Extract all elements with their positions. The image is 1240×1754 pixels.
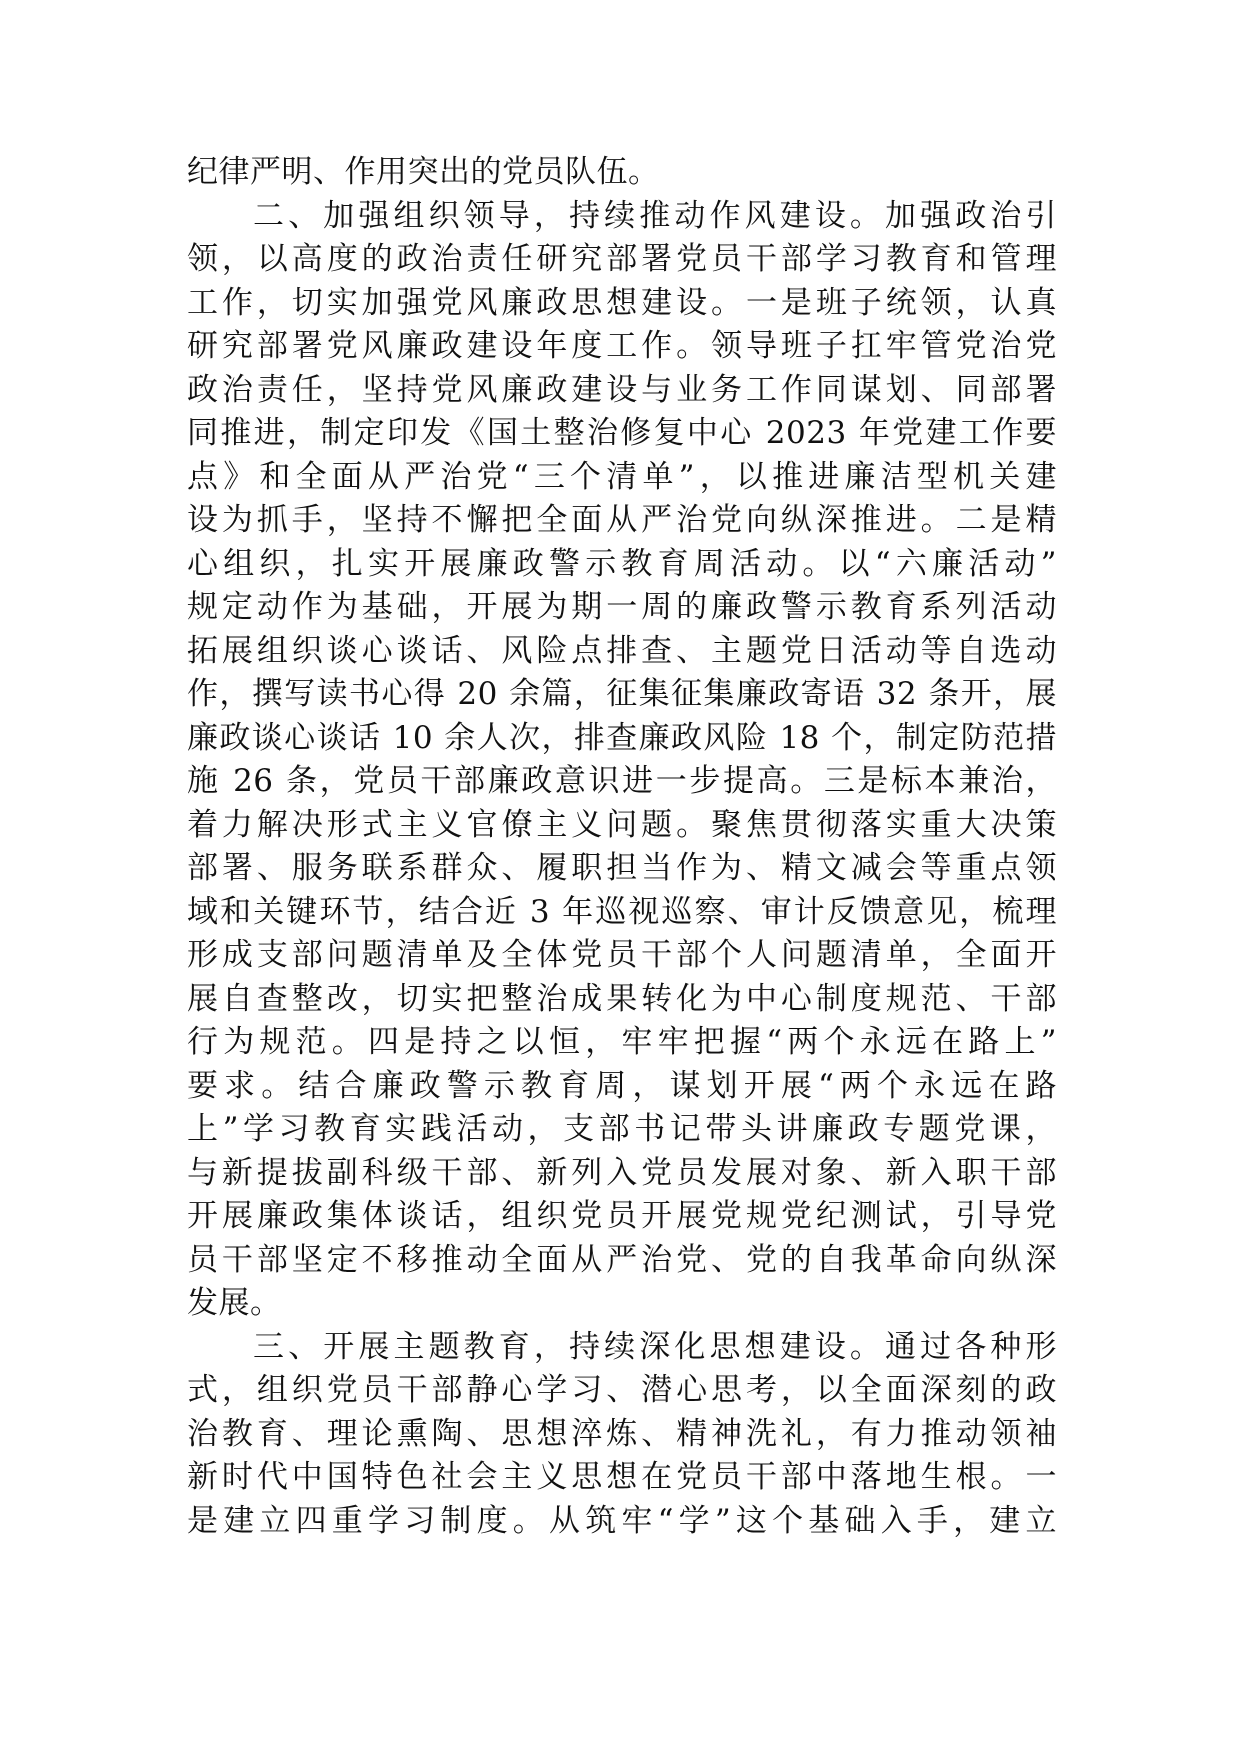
text-line: 域和关键环节，结合近 3 年巡视巡察、审计反馈意见，梳理 xyxy=(187,893,1057,930)
text-line: 是建立四重学习制度。从筑牢“学”这个基础入手，建立 xyxy=(187,1502,1057,1539)
text-line: 廉政谈心谈话 10 余人次，排查廉政风险 18 个，制定防范措 xyxy=(187,719,1057,756)
body-text xyxy=(187,151,1057,1543)
text-line: 纪律严明、作用突出的党员队伍。 xyxy=(187,154,660,190)
text-line: 作，撰写读书心得 20 余篇，征集征集廉政寄语 32 条开，展 xyxy=(187,676,1057,712)
text-line: 形成支部问题清单及全体党员干部个人问题清单，全面开 xyxy=(187,937,1057,973)
text-line: 开展廉政集体谈话，组织党员开展党规党纪测试，引导党 xyxy=(187,1198,1057,1234)
text-line: 规定动作为基础，开展为期一周的廉政警示教育系列活动 xyxy=(187,589,1057,625)
text-line: 发展。 xyxy=(187,1285,282,1321)
text-line: 展自查整改，切实把整治成果转化为中心制度规范、干部 xyxy=(187,980,1057,1017)
text-line: 要求。结合廉政警示教育周，谋划开展“两个永远在路 xyxy=(187,1067,1057,1104)
text-line: 上”学习教育实践活动，支部书记带头讲廉政专题党课， xyxy=(187,1111,1057,1147)
text-line: 行为规范。四是持之以恒，牢牢把握“两个永远在路上” xyxy=(187,1024,1057,1060)
text-line: 式，组织党员干部静心学习、潜心思考，以全面深刻的政 xyxy=(187,1372,1057,1408)
text-line: 同推进，制定印发《国土整治修复中心 2023 年党建工作要 xyxy=(187,415,1057,451)
text-line: 领，以高度的政治责任研究部署党员干部学习教育和管理 xyxy=(187,241,1057,277)
text-line: 新时代中国特色社会主义思想在党员干部中落地生根。一 xyxy=(187,1459,1057,1495)
paragraph-first-line: 二、加强组织领导，持续推动作风建设。加强政治引 xyxy=(253,197,1057,234)
text-line: 设为抓手，坚持不懈把全面从严治党向纵深推进。二是精 xyxy=(187,502,1057,538)
text-line: 与新提拔副科级干部、新列入党员发展对象、新入职干部 xyxy=(187,1154,1057,1191)
text-line: 研究部署党风廉政建设年度工作。领导班子扛牢管党治党 xyxy=(187,328,1057,364)
text-line: 拓展组织谈心谈话、风险点排查、主题党日活动等自选动 xyxy=(187,632,1057,669)
text-line: 治教育、理论熏陶、思想淬炼、精神洗礼，有力推动领袖 xyxy=(187,1415,1057,1452)
text-line: 点》和全面从严治党“三个清单”，以推进廉洁型机关建 xyxy=(187,458,1057,495)
text-line: 政治责任，坚持党风廉政建设与业务工作同谋划、同部署 xyxy=(187,371,1057,408)
text-line: 部署、服务联系群众、履职担当作为、精文减会等重点领 xyxy=(187,850,1057,886)
text-line: 员干部坚定不移推动全面从严治党、党的自我革命向纵深 xyxy=(187,1241,1057,1278)
text-line: 心组织，扎实开展廉政警示教育周活动。以“六廉活动” xyxy=(187,545,1057,582)
paragraph-first-line: 三、开展主题教育，持续深化思想建设。通过各种形 xyxy=(253,1328,1057,1365)
text-line: 施 26 条，党员干部廉政意识进一步提高。三是标本兼治， xyxy=(187,763,1057,799)
text-line: 着力解决形式主义官僚主义问题。聚焦贯彻落实重大决策 xyxy=(187,806,1057,843)
text-line: 工作，切实加强党风廉政思想建设。一是班子统领，认真 xyxy=(187,284,1057,321)
